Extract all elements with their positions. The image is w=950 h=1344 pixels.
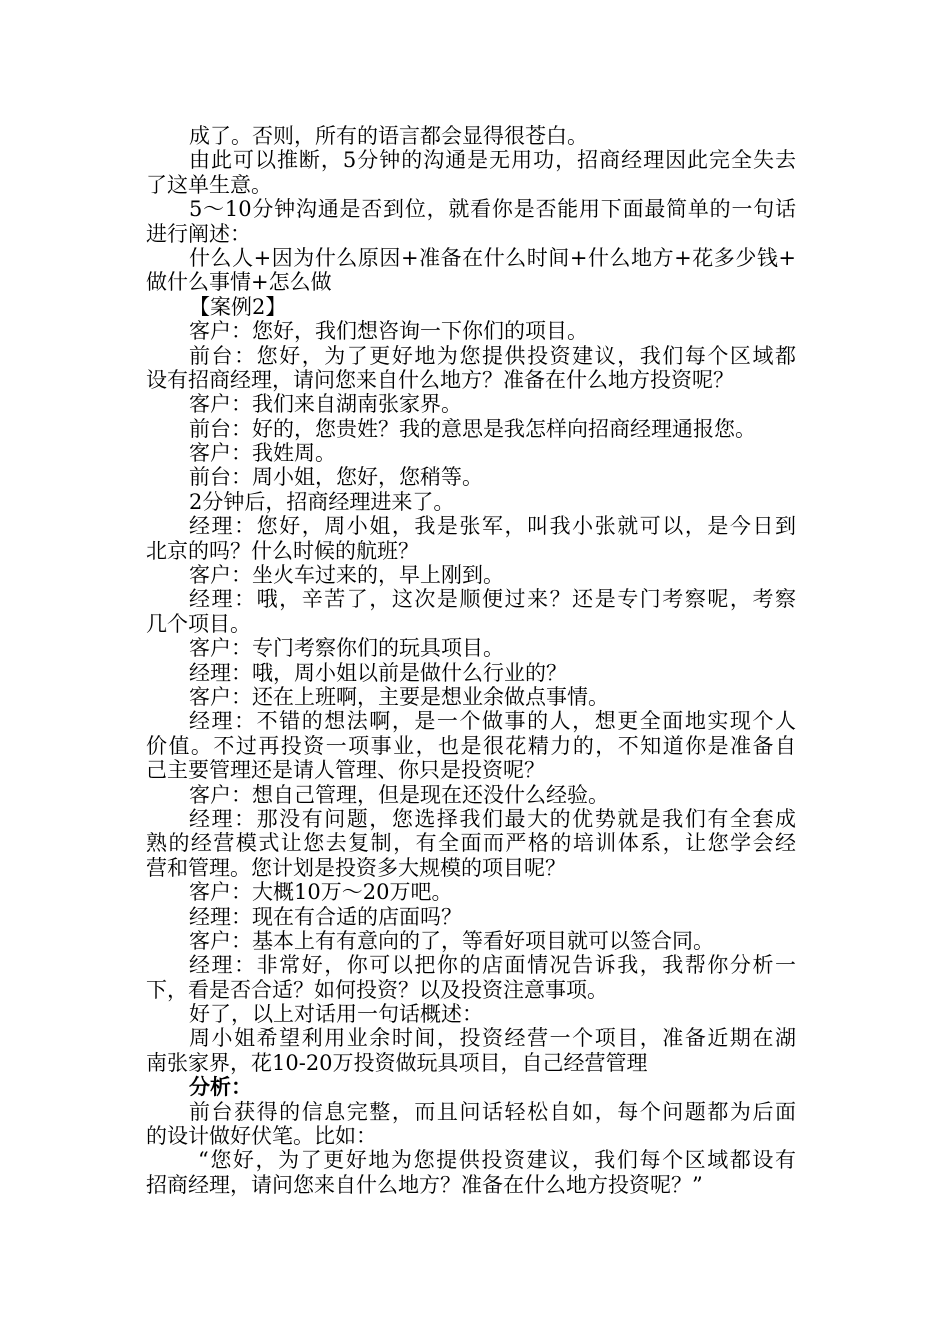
text-line: 5～10分钟沟通是否到位，就看你是否能用下面最简单的一句话 bbox=[189, 197, 796, 222]
text-line: 进行阐述： bbox=[146, 221, 251, 246]
text-line: 设有招商经理，请问您来自什么地方？准备在什么地方投资呢？ bbox=[146, 367, 734, 392]
text-line: 客户：专门考察你们的玩具项目。 bbox=[189, 636, 504, 661]
text-line: 营和管理。您计划是投资多大规模的项目呢？ bbox=[146, 855, 566, 880]
text-line: 成了。否则，所有的语言都会显得很苍白。 bbox=[189, 124, 588, 148]
text-line: 经理：那没有问题，您选择我们最大的优势就是我们有全套成 bbox=[189, 806, 796, 831]
text-line: 客户：坐火车过来的，早上刚到。 bbox=[189, 563, 504, 588]
text-line: 经理：不错的想法啊，是一个做事的人，想更全面地实现个人 bbox=[189, 709, 796, 734]
text-line: 的设计做好伏笔。比如： bbox=[146, 1124, 377, 1149]
text-line: 客户：我姓周。 bbox=[189, 441, 336, 466]
text-line: 客户：基本上有有意向的了，等看好项目就可以签合同。 bbox=[189, 928, 714, 953]
text-line: “您好，为了更好地为您提供投资建议，我们每个区域都设有 bbox=[198, 1148, 796, 1173]
text-line: 下，看是否合适？如何投资？以及投资注意事项。 bbox=[146, 977, 608, 1002]
text-line: 什么人+因为什么原因+准备在什么时间+什么地方+花多少钱+ bbox=[189, 245, 796, 270]
text-line: 由此可以推断，5分钟的沟通是无用功，招商经理因此完全失去 bbox=[189, 148, 796, 173]
text-line: 己主要管理还是请人管理、你只是投资呢？ bbox=[146, 758, 545, 783]
text-line: 价值。不过再投资一项事业，也是很花精力的，不知道你是准备自 bbox=[146, 733, 796, 758]
text-line: 做什么事情+怎么做 bbox=[146, 270, 332, 295]
text-line: 好了，以上对话用一句话概述： bbox=[189, 1002, 483, 1027]
text-line: 【案例2】 bbox=[189, 294, 287, 319]
document-body bbox=[146, 124, 796, 1197]
text-line: 2分钟后，招商经理进来了。 bbox=[189, 489, 455, 514]
text-line: 客户：想自己管理，但是现在还没什么经验。 bbox=[189, 782, 609, 807]
text-line: 客户：您好，我们想咨询一下你们的项目。 bbox=[189, 319, 588, 344]
text-line: 分析： bbox=[189, 1074, 252, 1100]
text-line: 熟的经营模式让您去复制，有全面而严格的培训体系，让您学会经 bbox=[146, 831, 796, 856]
text-line: 南张家界，花10-20万投资做玩具项目，自己经营管理 bbox=[146, 1050, 648, 1075]
text-line: 北京的吗？什么时候的航班？ bbox=[146, 538, 419, 563]
text-line: 客户：我们来自湖南张家界。 bbox=[189, 392, 462, 417]
text-line: 客户：大概10万～20万吧。 bbox=[189, 880, 453, 905]
text-line: 几个项目。 bbox=[146, 611, 251, 636]
text-line: 经理：哦，周小姐以前是做什么行业的？ bbox=[189, 660, 567, 685]
text-line: 招商经理，请问您来自什么地方？准备在什么地方投资呢？” bbox=[146, 1172, 703, 1197]
text-line: 前台：好的，您贵姓？我的意思是我怎样向招商经理通报您。 bbox=[189, 416, 756, 441]
text-line: 经理：哦，辛苦了，这次是顺便过来？还是专门考察呢，考察 bbox=[189, 587, 796, 612]
text-line: 客户：还在上班啊，主要是想业余做点事情。 bbox=[189, 684, 609, 709]
text-line: 周小姐希望利用业余时间，投资经营一个项目，准备近期在湖 bbox=[189, 1026, 796, 1051]
text-line: 前台获得的信息完整，而且问话轻松自如，每个问题都为后面 bbox=[189, 1099, 796, 1124]
text-line: 经理：非常好，你可以把你的店面情况告诉我，我帮你分析一 bbox=[189, 953, 796, 978]
text-line: 前台：周小姐，您好，您稍等。 bbox=[189, 465, 483, 490]
text-line: 了这单生意。 bbox=[146, 172, 272, 197]
text-line: 经理：现在有合适的店面吗？ bbox=[189, 904, 462, 929]
text-line: 经理：您好，周小姐，我是张军，叫我小张就可以，是今日到 bbox=[189, 514, 796, 539]
text-line: 前台：您好，为了更好地为您提供投资建议，我们每个区域都 bbox=[189, 343, 796, 368]
